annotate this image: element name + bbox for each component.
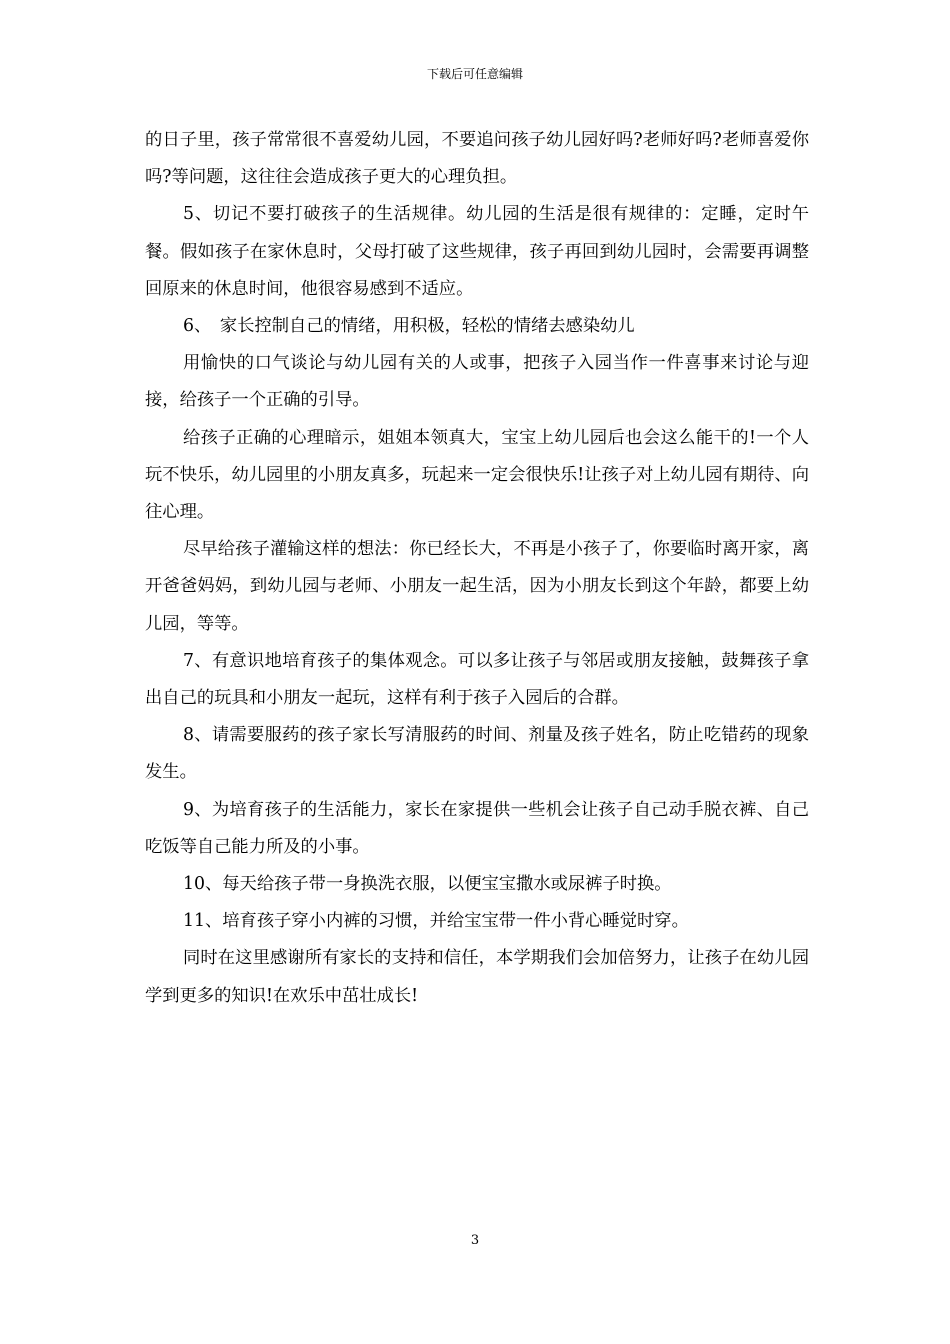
document-body [145,122,809,1015]
page-header: 下载后可任意编辑 [426,67,523,81]
paragraph-item-6-detail-1: 用愉快的口气谈论与幼儿园有关的人或事，把孩子入园当作一件喜事来讨论与迎接，给孩子一个正确的引导。 [145,353,809,411]
page-number: 3 [470,1233,480,1248]
paragraph-item-8: 8、请需要服药的孩子家长写清服药的时间、剂量及孩子姓名，防止吃错药的现象发生。 [145,725,809,783]
paragraph-continuation: 的日子里，孩子常常很不喜爱幼儿园，不要追问孩子幼儿园好吗?老师好吗?老师喜爱你吗?等问题，这往往会造成孩子更大的心理负担。 [145,130,809,188]
paragraph-item-10: 10、每天给孩子带一身换洗衣服，以便宝宝撒水或尿裤子时换。 [183,874,672,895]
paragraph-item-5: 5、切记不要打破孩子的生活规律。幼儿园的生活是很有规律的：定睡，定时午餐。假如孩子在家休息时，父母打破了这些规律，孩子再回到幼儿园时，会需要再调整回原来的休息时间，他很容易感到不适应。 [145,204,809,299]
paragraph-item-6-detail-2: 给孩子正确的心理暗示，姐姐本领真大，宝宝上幼儿园后也会这么能干的!一个人玩不快乐，幼儿园里的小朋友真多，玩起来一定会很快乐!让孩子对上幼儿园有期待、向往心理。 [145,427,809,523]
paragraph-item-7: 7、有意识地培育孩子的集体观念。可以多让孩子与邻居或朋友接触，鼓舞孩子拿出自己的玩具和小朋友一起玩，这样有利于孩子入园后的合群。 [145,650,809,709]
paragraph-item-6-detail-3: 尽早给孩子灌输这样的想法：你已经长大，不再是小孩子了，你要临时离开家，离开爸爸妈妈，到幼儿园与老师、小朋友一起生活，因为小朋友长到这个年龄，都要上幼儿园，等等。 [145,539,809,634]
paragraph-item-9: 9、为培育孩子的生活能力，家长在家提供一些机会让孩子自己动手脱衣裤、自己吃饭等自己能力所及的小事。 [145,799,809,857]
paragraph-item-11: 11、培育孩子穿小内裤的习惯，并给宝宝带一件小背心睡觉时穿。 [183,911,689,932]
paragraph-item-6: 6、 家长控制自己的情绪，用积极，轻松的情绪去感染幼儿 [183,316,635,337]
paragraph-closing: 同时在这里感谢所有家长的支持和信任，本学期我们会加倍努力，让孩子在幼儿园学到更多的知识!在欢乐中茁壮成长! [145,948,809,1006]
